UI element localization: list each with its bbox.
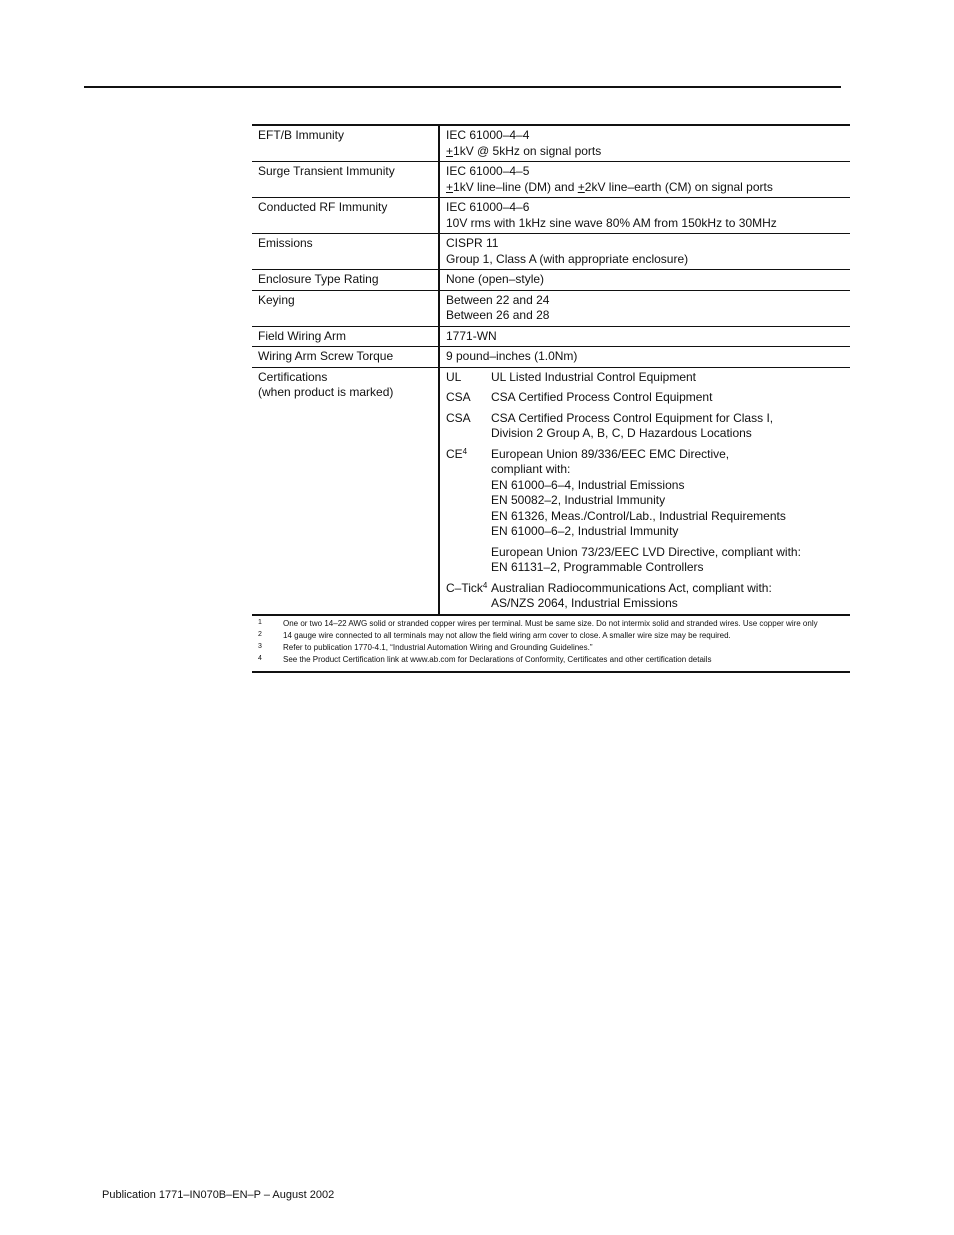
cert-code: UL [446, 369, 462, 384]
cert-lines [491, 447, 844, 576]
cert-line: compliant with: [491, 462, 571, 476]
spec-value-line: 9 pound–inches (1.0Nm) [446, 349, 578, 363]
cert-line: CSA Certified Process Control Equipment for Class I, [491, 410, 774, 425]
spec-value-line: +1kV line–line (DM) and +2kV line–earth (CM) on signal ports [446, 179, 773, 194]
cert-code-text: CE [446, 446, 463, 461]
cert-line: EN 61000–6–4, Industrial Emissions [491, 477, 685, 492]
cert-line: EN 61326, Meas./Control/Lab., Industrial Requirements [491, 508, 786, 523]
spec-value [440, 198, 850, 233]
cert-csa-hazardous [446, 411, 844, 442]
spec-row-field-wiring-arm [252, 326, 850, 347]
spec-value [440, 291, 850, 326]
footnote [252, 630, 850, 642]
cert-lines [491, 581, 844, 612]
footnote-number: 2 [258, 630, 262, 638]
spec-label: Certifications (when product is marked) [252, 368, 440, 614]
spec-label: Surge Transient Immunity [252, 162, 440, 197]
spec-row-surge-immunity [252, 161, 850, 197]
spec-value [440, 347, 850, 367]
cert-code: CSA [446, 410, 471, 425]
spec-row-enclosure [252, 269, 850, 290]
cert-ul [446, 370, 844, 386]
footnote [252, 654, 850, 666]
cert-lines [491, 390, 844, 406]
cert-code [446, 581, 491, 612]
spec-label: Emissions [252, 234, 440, 269]
spec-row-screw-torque [252, 346, 850, 367]
footnote-ref: 4 [482, 580, 488, 590]
footnote-text: 14 gauge wire connected to all terminals may not allow the field wiring arm cover to close. A smaller wire size may be required. [283, 630, 731, 640]
footnote-text: Refer to publication 1770-4.1, “Industrial Automation Wiring and Grounding Guidelines.” [283, 642, 593, 652]
cert-code-text: C–Tick [446, 580, 483, 595]
cert-line: European Union 89/336/EEC EMC Directive, [491, 446, 730, 461]
cert-line: Division 2 Group A, B, C, D Hazardous Locations [491, 426, 752, 440]
footnote [252, 642, 850, 654]
spec-label: Conducted RF Immunity [252, 198, 440, 233]
spec-value-line: CISPR 11 [446, 236, 499, 250]
spec-value [440, 327, 850, 347]
spec-label: Enclosure Type Rating [252, 270, 440, 290]
cert-lines [491, 370, 844, 386]
spec-row-eft-immunity [252, 124, 850, 161]
publication-footer: Publication 1771–IN070B–EN–P – August 2002 [102, 1189, 335, 1201]
header-rule [84, 86, 841, 88]
spec-value [440, 234, 850, 269]
cert-ce [446, 447, 844, 576]
cert-c-tick [446, 581, 844, 612]
footnote-number: 1 [258, 618, 262, 626]
cert-line: EN 50082–2, Industrial Immunity [491, 493, 666, 507]
spec-value [440, 368, 850, 614]
spec-value-line: 10V rms with 1kHz sine wave 80% AM from 150kHz to 30MHz [446, 215, 777, 230]
footnote-text: See the Product Certification link at www.ab.com for Declarations of Conformity, Certificates and other certification details [283, 654, 712, 664]
spec-value [440, 126, 850, 161]
spec-value-line: +1kV @ 5kHz on signal ports [446, 143, 602, 158]
spec-value-line: IEC 61000–4–6 [446, 200, 530, 214]
spec-value [440, 270, 850, 290]
spec-row-conducted-rf [252, 197, 850, 233]
footnote-text: One or two 14–22 AWG solid or stranded copper wires per terminal. Must be same size. Do not intermix solid and stranded wires. Use copper wire only [283, 618, 818, 628]
cert-line: UL Listed Industrial Control Equipment [491, 369, 696, 384]
cert-ce-lvd [491, 545, 844, 576]
spec-row-emissions [252, 233, 850, 269]
footnotes [252, 614, 850, 673]
footnote-number: 4 [258, 654, 262, 662]
spec-label: Field Wiring Arm [252, 327, 440, 347]
spec-value-line: IEC 61000–4–5 [446, 164, 530, 178]
cert-line: Australian Radiocommunications Act, compliant with: [491, 580, 772, 595]
spec-row-keying [252, 290, 850, 326]
spec-value-line: Group 1, Class A (with appropriate enclosure) [446, 251, 689, 266]
spec-value-line: Between 26 and 28 [446, 308, 550, 322]
cert-ce-emc [491, 447, 844, 540]
spec-value-line: 1771-WN [446, 328, 497, 343]
cert-line: EN 61131–2, Programmable Controllers [491, 560, 704, 574]
spec-value [440, 162, 850, 197]
spec-value-line: None (open–style) [446, 272, 545, 286]
spec-label: EFT/B Immunity [252, 126, 440, 161]
spec-value-line: IEC 61000–4–4 [446, 128, 530, 142]
footnote-number: 3 [258, 642, 262, 650]
cert-lines [491, 411, 844, 442]
cert-line: EN 61000–6–2, Industrial Immunity [491, 524, 679, 538]
spec-row-certifications [252, 367, 850, 614]
cert-line: CSA Certified Process Control Equipment [491, 390, 713, 404]
footnote [252, 618, 850, 630]
cert-code: CSA [446, 390, 471, 404]
spec-label: Keying [252, 291, 440, 326]
spec-value-line: Between 22 and 24 [446, 292, 550, 307]
cert-csa [446, 390, 844, 406]
spec-label: Wiring Arm Screw Torque [252, 347, 440, 367]
cert-code [446, 447, 491, 576]
footnote-ref: 4 [462, 446, 468, 456]
cert-line: AS/NZS 2064, Industrial Emissions [491, 596, 678, 610]
specifications-table [252, 124, 850, 673]
cert-line: European Union 73/23/EEC LVD Directive, compliant with: [491, 544, 801, 559]
